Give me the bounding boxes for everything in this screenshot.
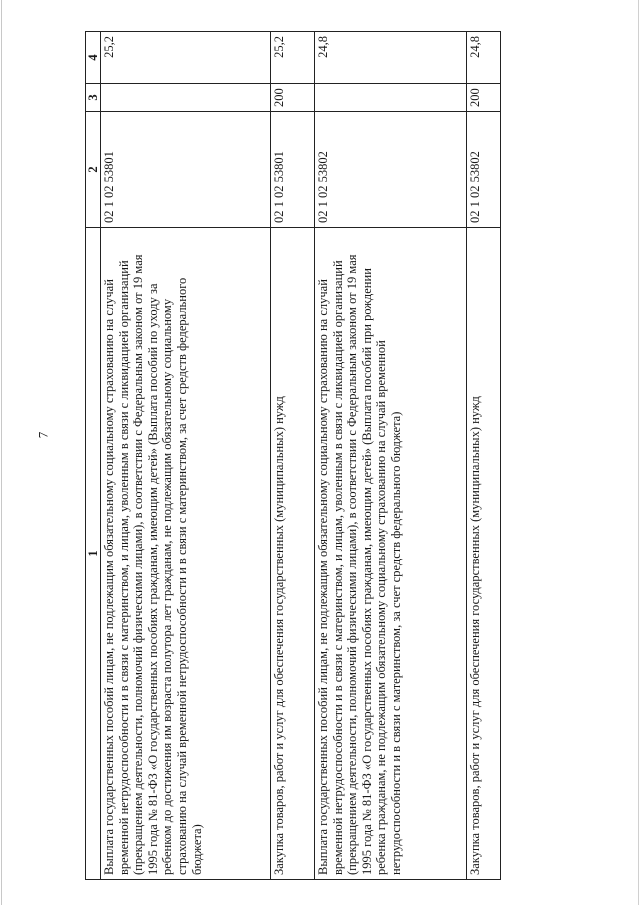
row-description: Закупка товаров, работ и услуг для обеспечения государственных (муниципальных) нужд [271,228,315,880]
row-amount: 25,2 [271,32,315,84]
header-col-1: 1 [86,228,101,880]
row-code: 02 1 02 53801 [271,112,315,228]
row-amount: 24,8 [467,32,501,84]
row-amount: 24,8 [315,32,467,84]
row-code: 02 1 02 53802 [467,112,501,228]
row-type [101,84,271,112]
row-amount: 25,2 [101,32,271,84]
header-col-3: 3 [86,84,101,112]
row-description: Выплата государственных пособий лицам, не подлежащим обязательному социальному страхованию на случай временной нетрудоспособности и в связи с материнством, и лицам, уволенным в связи с ликвидацией организаций (прекращением деятельности, полномочий физическими лицами), в соответствии с Федеральным законом от 19 мая 1995 года № 81-ФЗ «О государственных пособиях гражданам, имеющим детей» (Выплата пособий при рождении ребенка гражданам, не подлежащим обязательному социальному страхованию на случай временной нетрудоспособности и в связи с материнством, за счет средств федерального бюджета) [315,228,467,880]
table-row [467,32,501,880]
table-header-row [86,32,101,880]
header-col-4: 4 [86,32,101,84]
header-col-2: 2 [86,112,101,228]
scan-edge-left [1,0,2,905]
row-type: 200 [271,84,315,112]
rotated-table-container [85,32,485,880]
table-row [101,32,271,880]
row-type: 200 [467,84,501,112]
row-description: Выплата государственных пособий лицам, не подлежащим обязательному социальному страхованию на случай временной нетрудоспособности и в связи с материнством, и лицам, уволенным в связи с ликвидацией организаций (прекращением деятельности, полномочий физическими лицами), в соответствии с Федеральным законом от 19 мая 1995 года № 81-ФЗ «О государственных пособиях гражданам, имеющим детей» (Выплата пособий по уходу за ребенком до достижения им возраста полутора лет гражданам, не подлежащим обязательному социальному страхованию на случай временной нетрудоспособности и в связи с материнством, за счет средств федерального бюджета) [101,228,271,880]
table-row [271,32,315,880]
budget-table [85,31,501,880]
page-number: 7 [35,431,51,439]
row-description: Закупка товаров, работ и услуг для обеспечения государственных (муниципальных) нужд [467,228,501,880]
scan-edge-right [638,0,639,905]
row-code: 02 1 02 53801 [101,112,271,228]
table-row [315,32,467,880]
row-code: 02 1 02 53802 [315,112,467,228]
row-type [315,84,467,112]
